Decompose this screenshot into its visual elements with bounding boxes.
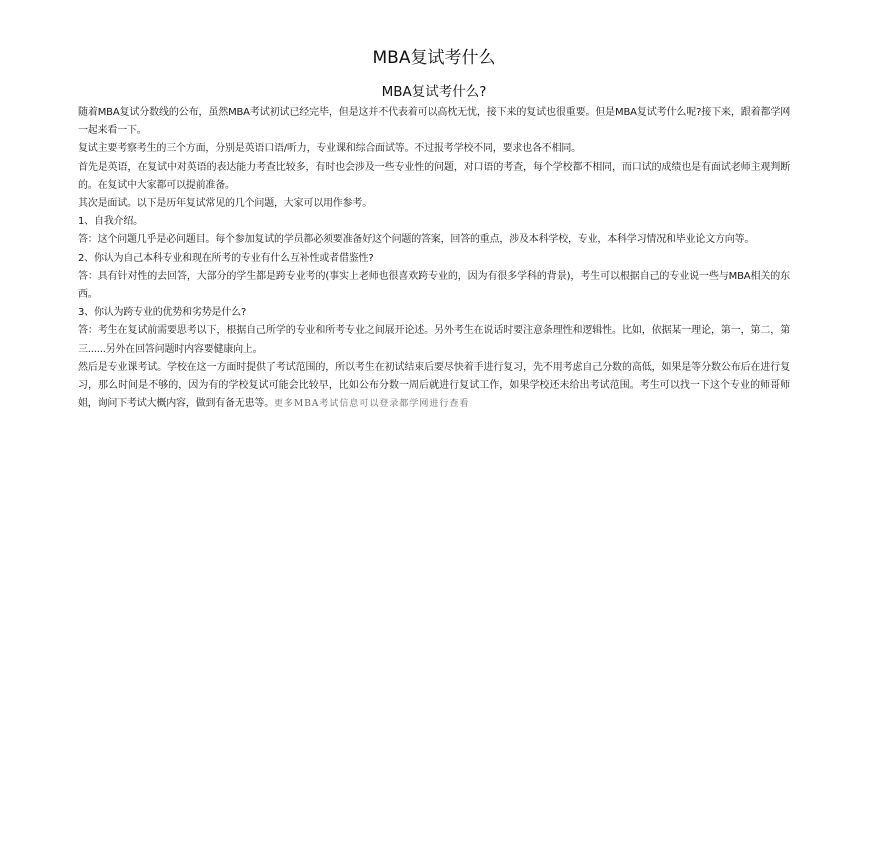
paragraph-text: 1、自我介绍。 xyxy=(78,216,143,228)
paragraph-intro xyxy=(78,104,790,140)
document-title: MBA复试考什么 xyxy=(372,48,496,68)
document-subtitle: MBA复试考什么? xyxy=(381,84,487,100)
document-page xyxy=(78,44,790,413)
question-1 xyxy=(78,213,790,231)
paragraph-text: 答：考生在复试前需要思考以下，根据自己所学的专业和所考专业之间展开论述。另外考生在说话时要注意条理性和逻辑性。比如，依据某一理论，第一，第二，第三......另外在回答问题时内容要健康向上。 xyxy=(78,325,790,355)
paragraph-specialty-exam xyxy=(78,359,790,414)
paragraph-english xyxy=(78,159,790,195)
paragraph-interview xyxy=(78,195,790,213)
question-3 xyxy=(78,304,790,322)
paragraph-text: 然后是专业课考试。学校在这一方面时提供了考试范围的，所以考生在初试结束后要尽快着手进行复习，先不用考虑自己分数的高低，如果是等分数公布后在进行复习，那么时间是不够的，因为有的学校复试可能会比较早，比如公布分数一周后就进行复试工作，如果学校还未给出考试范围。考生可以找一下这个专业的师哥师姐，询问下考试大概内容，做到有备无患等。 xyxy=(78,361,790,410)
answer-1 xyxy=(78,231,790,249)
more-info-note: 更多MBA考试信息可以登录都学网进行查看 xyxy=(274,399,470,410)
answer-2 xyxy=(78,268,790,304)
answer-3 xyxy=(78,322,790,358)
paragraph-text: 首先是英语，在复试中对英语的表达能力考查比较多，有时也会涉及一些专业性的问题，对口语的考查，每个学校都不相同，而口试的成绩也是有面试老师主观判断的。在复试中大家都可以提前准备。 xyxy=(78,161,790,191)
paragraph-overview xyxy=(78,140,790,158)
paragraph-text: 复试主要考察考生的三个方面，分别是英语口语/听力，专业课和综合面试等。不过报考学校不同，要求也各不相同。 xyxy=(78,143,581,155)
paragraph-text: 其次是面试。以下是历年复试常见的几个问题，大家可以用作参考。 xyxy=(78,198,372,210)
paragraph-text: 答：具有针对性的去回答，大部分的学生都是跨专业考的(事实上老师也很喜欢跨专业的，因为有很多学科的背景)，考生可以根据自己的专业说一些与MBA相关的东西。 xyxy=(78,270,790,301)
question-2 xyxy=(78,250,790,268)
paragraph-text: 3、你认为跨专业的优势和劣势是什么? xyxy=(78,307,247,319)
paragraph-text: 2、你认为自己本科专业和现在所考的专业有什么互补性或者借鉴性? xyxy=(78,252,374,264)
paragraph-text: 随着MBA复试分数线的公布，虽然MBA考试初试已经完毕，但是这并不代表着可以高枕无忧，接下来的复试也很重要。但是MBA复试考什么呢?接下来，跟着都学网一起来看一下。 xyxy=(78,107,790,137)
paragraph-text: 答：这个问题几乎是必问题目。每个参加复试的学员都必须要准备好这个问题的答案，回答的重点，涉及本科学校，专业，本科学习情况和毕业论文方向等。 xyxy=(78,234,755,246)
